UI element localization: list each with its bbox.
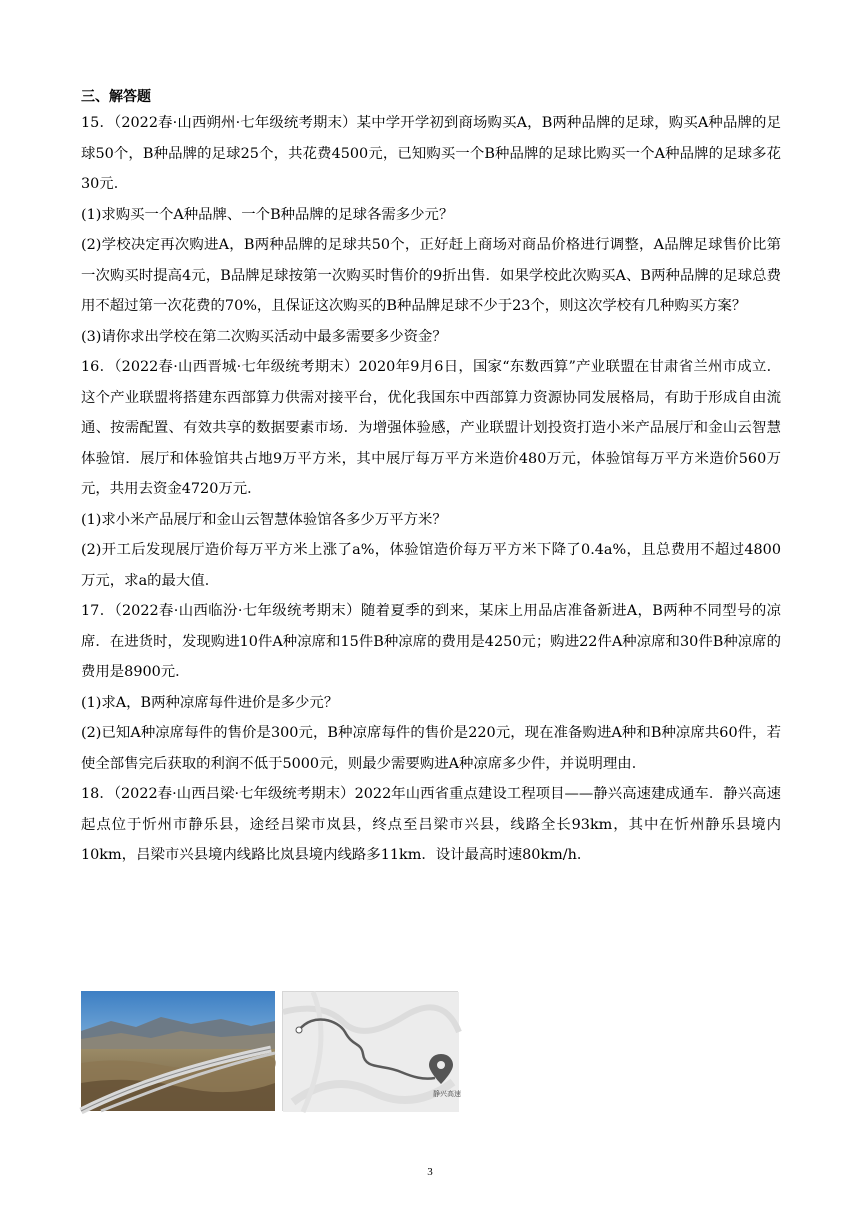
map-label: 静兴高速 [433,1090,461,1098]
route-map [282,991,461,1111]
problem-list [81,108,781,871]
highway-photo [81,991,275,1111]
figure-row [81,991,461,1111]
problem-15-part-2: (2)学校决定再次购进A，B两种品牌的足球共50个，正好赶上商场对商品价格进行调整，A品牌足球售价比第一次购买时提高4元，B品牌足球按第一次购买时售价的9折出售．如果学校此次购买A、B两种品牌的足球总费用不超过第一次花费的70%，且保证这次购买的B种品牌足球不少于23个，则这次学校有几种购买方案？ [81,237,781,314]
page-number: 3 [427,1166,433,1178]
problem-17-stem: 17．（2022春·山西临汾·七年级统考期末）随着夏季的到来，某床上用品店准备新进A，B两种不同型号的凉席．在进货时，发现购进10件A种凉席和15件B种凉席的费用是4250元；购进22件A种凉席和30件B种凉席的费用是8900元． [81,603,781,680]
problem-17-part-2: (2)已知A种凉席每件的售价是300元，B种凉席每件的售价是220元，现在准备购进A种和B种凉席共60件，若使全部售完后获取的利润不低于5000元，则最少需要购进A种凉席多少件，并说明理由． [81,725,781,772]
problem-17-part-1: (1)求A，B两种凉席每件进价是多少元？ [81,694,339,711]
problem-16-part-1: (1)求小米产品展厅和金山云智慧体验馆各多少万平方米？ [81,511,447,528]
problem-15-part-1: (1)求购买一个A种品牌、一个B种品牌的足球各需多少元？ [81,206,454,223]
problem-15-part-3: (3)请你求出学校在第二次购买活动中最多需要多少资金？ [81,328,447,345]
problem-18-stem: 18．（2022春·山西吕梁·七年级统考期末）2022年山西省重点建设工程项目——静兴高速建成通车．静兴高速起点位于忻州市静乐县，途经吕梁市岚县，终点至吕梁市兴县，线路全长93km，其中在忻州静乐县境内10km，吕梁市兴县境内线路比岚县境内线路多11km．设计最高时速80km/h． [81,786,781,863]
problem-15-stem: 15．（2022春·山西朔州·七年级统考期末）某中学开学初到商场购买A，B两种品牌的足球，购买A种品牌的足球50个，B种品牌的足球25个，共花费4500元，已知购买一个B种品牌的足球比购买一个A种品牌的足球多花30元． [81,115,781,192]
problem-16-part-2: (2)开工后发现展厅造价每万平方米上涨了a%，体验馆造价每万平方米下降了0.4a%，且总费用不超过4800万元，求a的最大值． [81,542,781,589]
problem-16-stem: 16．（2022春·山西晋城·七年级统考期末）2020年9月6日，国家“东数西算”产业联盟在甘肃省兰州市成立．这个产业联盟将搭建东西部算力供需对接平台，优化我国东中西部算力资源协同发展格局，有助于形成自由流通、按需配置、有效共享的数据要素市场．为增强体验感，产业联盟计划投资打造小米产品展厅和金山云智慧体验馆．展厅和体验馆共占地9万平方米，其中展厅每万平方米造价480万元，体验馆每万平方米造价560万元，共用去资金4720万元． [81,359,781,497]
section-title: 三、解答题 [81,89,151,105]
